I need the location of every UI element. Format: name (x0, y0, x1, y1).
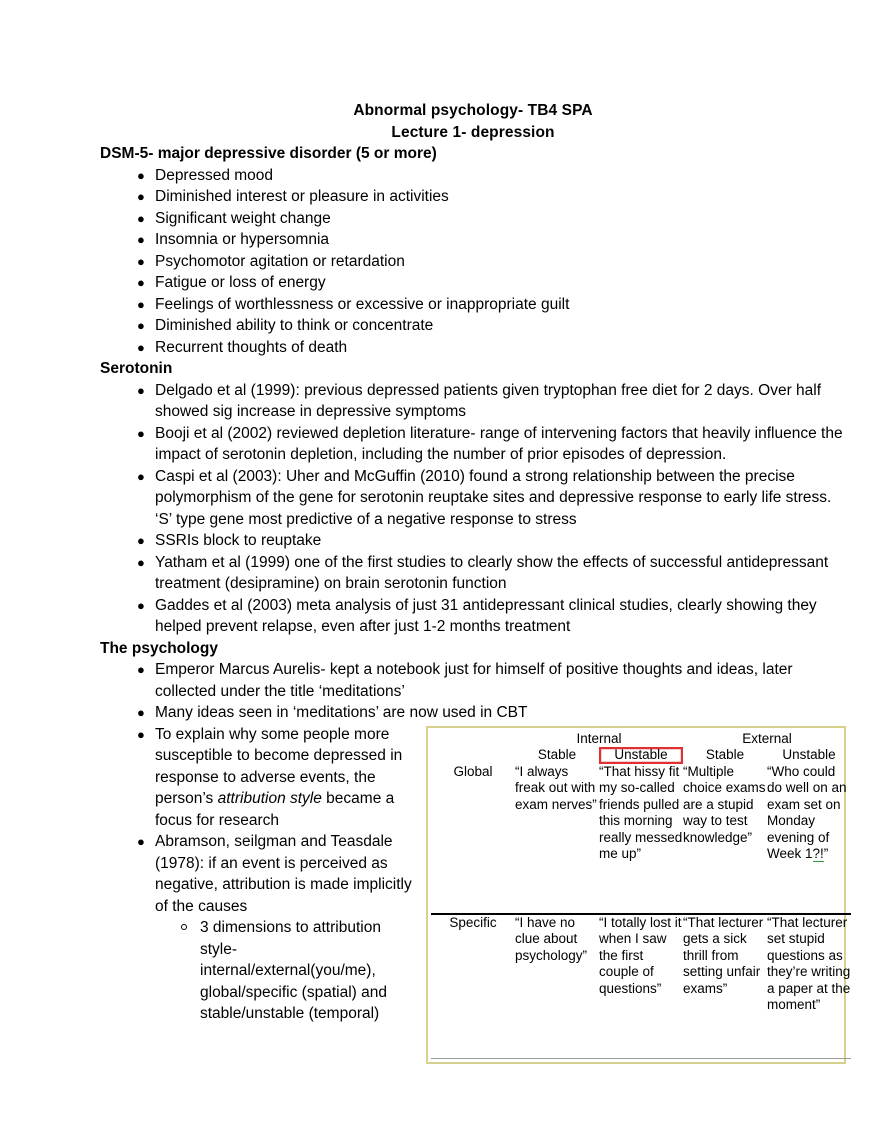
attribution-text-before: To explain why some people more susceptible to become depressed in response to adverse events, the person’s (155, 725, 403, 807)
bullet-dot-icon: ● (137, 382, 145, 398)
table-cell-global-external-stable: “Multiple choice exams are a stupid way to test knowledge” (683, 764, 767, 914)
table-row-label-specific: Specific (431, 914, 515, 1059)
list-item (100, 380, 846, 423)
table-row-label-global: Global (431, 764, 515, 914)
table-subheader-external-unstable: Unstable (782, 747, 836, 762)
list-item (100, 530, 846, 552)
psychology-bullet-list (100, 659, 846, 724)
table-group-header-external: External (742, 730, 792, 746)
list-item-text: Fatigue or loss of energy (155, 274, 326, 291)
attribution-style-italic: attribution style (217, 790, 322, 807)
list-item (100, 337, 846, 359)
list-item (100, 229, 846, 251)
bullet-dot-icon: ● (137, 726, 145, 742)
table-subheader-internal-stable: Stable (537, 747, 577, 762)
list-item (100, 315, 846, 337)
list-item-text: Diminished ability to think or concentrate (155, 317, 434, 334)
list-item (100, 186, 846, 208)
serotonin-bullet-list (100, 380, 846, 638)
table-cell-text: “Who could do well on an exam set on Monday evening of Week 1 (767, 763, 847, 861)
bullet-circle-icon (181, 924, 187, 930)
list-item-text: Caspi et al (2003): Uher and McGuffin (2010) found a strong relationship between the precise polymorphism of the gene for serotonin reuptake sites and depressive response to early life stress. ‘S’ type gene most predictive of a negative response to stress (155, 467, 832, 528)
attribution-text-after: became a focus for research (155, 790, 395, 829)
psychology-sub-bullet-list (155, 917, 420, 1025)
table-cell-specific-internal-stable: “I have no clue about psychology” (515, 914, 599, 1059)
attribution-style-table-wrapper (426, 726, 851, 1065)
bullet-dot-icon: ● (137, 253, 145, 269)
list-item (100, 466, 846, 531)
table-subheader-external-stable: Stable (705, 747, 745, 762)
bullet-dot-icon: ● (137, 468, 145, 484)
list-item (100, 272, 846, 294)
list-item (100, 165, 846, 187)
document-title-line-2: Lecture 1- depression (391, 123, 555, 141)
list-item (100, 294, 846, 316)
bullet-dot-icon: ● (137, 339, 145, 355)
sub-list-item (155, 917, 420, 1025)
list-item-text: Delgado et al (1999): previous depressed patients given tryptophan free diet for 2 days. Over half showed sig increase in depressive symptoms (155, 381, 822, 420)
table-cell-specific-external-unstable: “That lecturer set stupid questions as they’re writing a paper at the moment” (767, 914, 851, 1059)
table-row (431, 914, 851, 1059)
bullet-dot-icon: ● (137, 425, 145, 441)
attribution-table-frame (426, 726, 851, 1065)
table-cell-global-internal-unstable: “That hissy fit my so-called friends pulled this morning really messed me up” (599, 764, 683, 914)
bullet-dot-icon: ● (137, 210, 145, 226)
bullet-dot-icon: ● (137, 834, 145, 849)
bullet-dot-icon: ● (137, 189, 145, 204)
list-item-text: Gaddes et al (2003) meta analysis of just 31 antidepressant clinical studies, clearly showing they helped prevent relapse, even after just 1-2 months treatment (155, 596, 817, 635)
table-group-header-internal: Internal (576, 730, 622, 746)
list-item (100, 251, 846, 273)
list-item-text: Psychomotor agitation or retardation (155, 252, 405, 270)
list-item-text: Significant weight change (155, 209, 331, 227)
table-subheader-internal-unstable-highlighted: Unstable (599, 747, 683, 764)
section-heading-dsm5: DSM-5- major depressive disorder (5 or more) (100, 145, 437, 162)
list-item (100, 659, 846, 702)
table-corner-cell (431, 731, 515, 764)
list-item-text: Many ideas seen in ‘meditations’ are now used in CBT (155, 704, 528, 721)
attribution-style-table (431, 731, 851, 1060)
bullet-dot-icon: ● (137, 275, 145, 290)
table-cell-global-internal-stable: “I always freak out with exam nerves” (515, 764, 599, 914)
list-item-text: Emperor Marcus Aurelis- kept a notebook just for himself of positive thoughts and ideas, later collected under the title ‘meditations’ (155, 661, 793, 700)
bullet-dot-icon: ● (137, 296, 145, 312)
list-item (100, 208, 846, 230)
dsm5-bullet-list (100, 165, 846, 359)
sub-list-item-text: 3 dimensions to attribution style- internal/external(you/me), global/specific (spatial) and stable/unstable (temporal) (200, 919, 387, 1022)
bullet-dot-icon: ● (137, 662, 145, 677)
bullet-dot-icon: ● (137, 167, 145, 183)
table-cell-specific-external-stable: “That lecturer gets a sick thrill from setting unfair exams” (683, 914, 767, 1059)
list-item (100, 724, 420, 832)
list-item (100, 595, 846, 638)
bullet-dot-icon: ● (137, 318, 145, 333)
list-item (100, 831, 420, 1025)
bullet-dot-icon: ● (137, 597, 145, 613)
grammar-marked-text: ?! (812, 846, 824, 861)
table-group-header-row (431, 731, 851, 748)
list-item-text: Yatham et al (1999) one of the first studies to clearly show the effects of successful antidepressant treatment (desipramine) on brain serotonin function (155, 553, 829, 592)
list-item (100, 423, 846, 466)
list-item-text: Insomnia or hypersomnia (155, 231, 330, 248)
list-item-text: SSRIs block to reuptake (155, 532, 322, 549)
table-cell-text-tail: ” (823, 846, 829, 861)
list-item-text: Diminished interest or pleasure in activities (155, 188, 449, 205)
list-item-text (155, 726, 402, 829)
section-heading-psychology: The psychology (100, 639, 218, 657)
list-item (100, 702, 846, 724)
table-cell-specific-internal-unstable: “I totally lost it when I saw the first couple of questions” (599, 914, 683, 1059)
bullet-dot-icon: ● (137, 232, 145, 247)
list-item-text: Recurrent thoughts of death (155, 338, 348, 356)
document-title-line-1: Abnormal psychology- TB4 SPA (353, 102, 593, 119)
bullet-dot-icon: ● (137, 533, 145, 548)
bullet-dot-icon: ● (137, 705, 145, 720)
section-heading-serotonin: Serotonin (100, 360, 173, 377)
table-cell-global-external-unstable (767, 764, 851, 914)
list-item (100, 552, 846, 595)
table-row (431, 764, 851, 914)
bullet-dot-icon: ● (137, 554, 145, 570)
psychology-bullet-list-wrapped (100, 724, 420, 1025)
document-body (100, 100, 851, 1064)
list-item-text: Abramson, seilgman and Teasdale (1978): if an event is perceived as negative, attribution is made implicitly of the causes (155, 833, 412, 915)
list-item-text: Booji et al (2002) reviewed depletion literature- range of intervening factors that heavily influence the impact of serotonin depletion, including the number of prior episodes of depression. (155, 424, 843, 463)
list-item-text: Depressed mood (155, 166, 274, 184)
list-item-text: Feelings of worthlessness or excessive or inappropriate guilt (155, 295, 570, 313)
